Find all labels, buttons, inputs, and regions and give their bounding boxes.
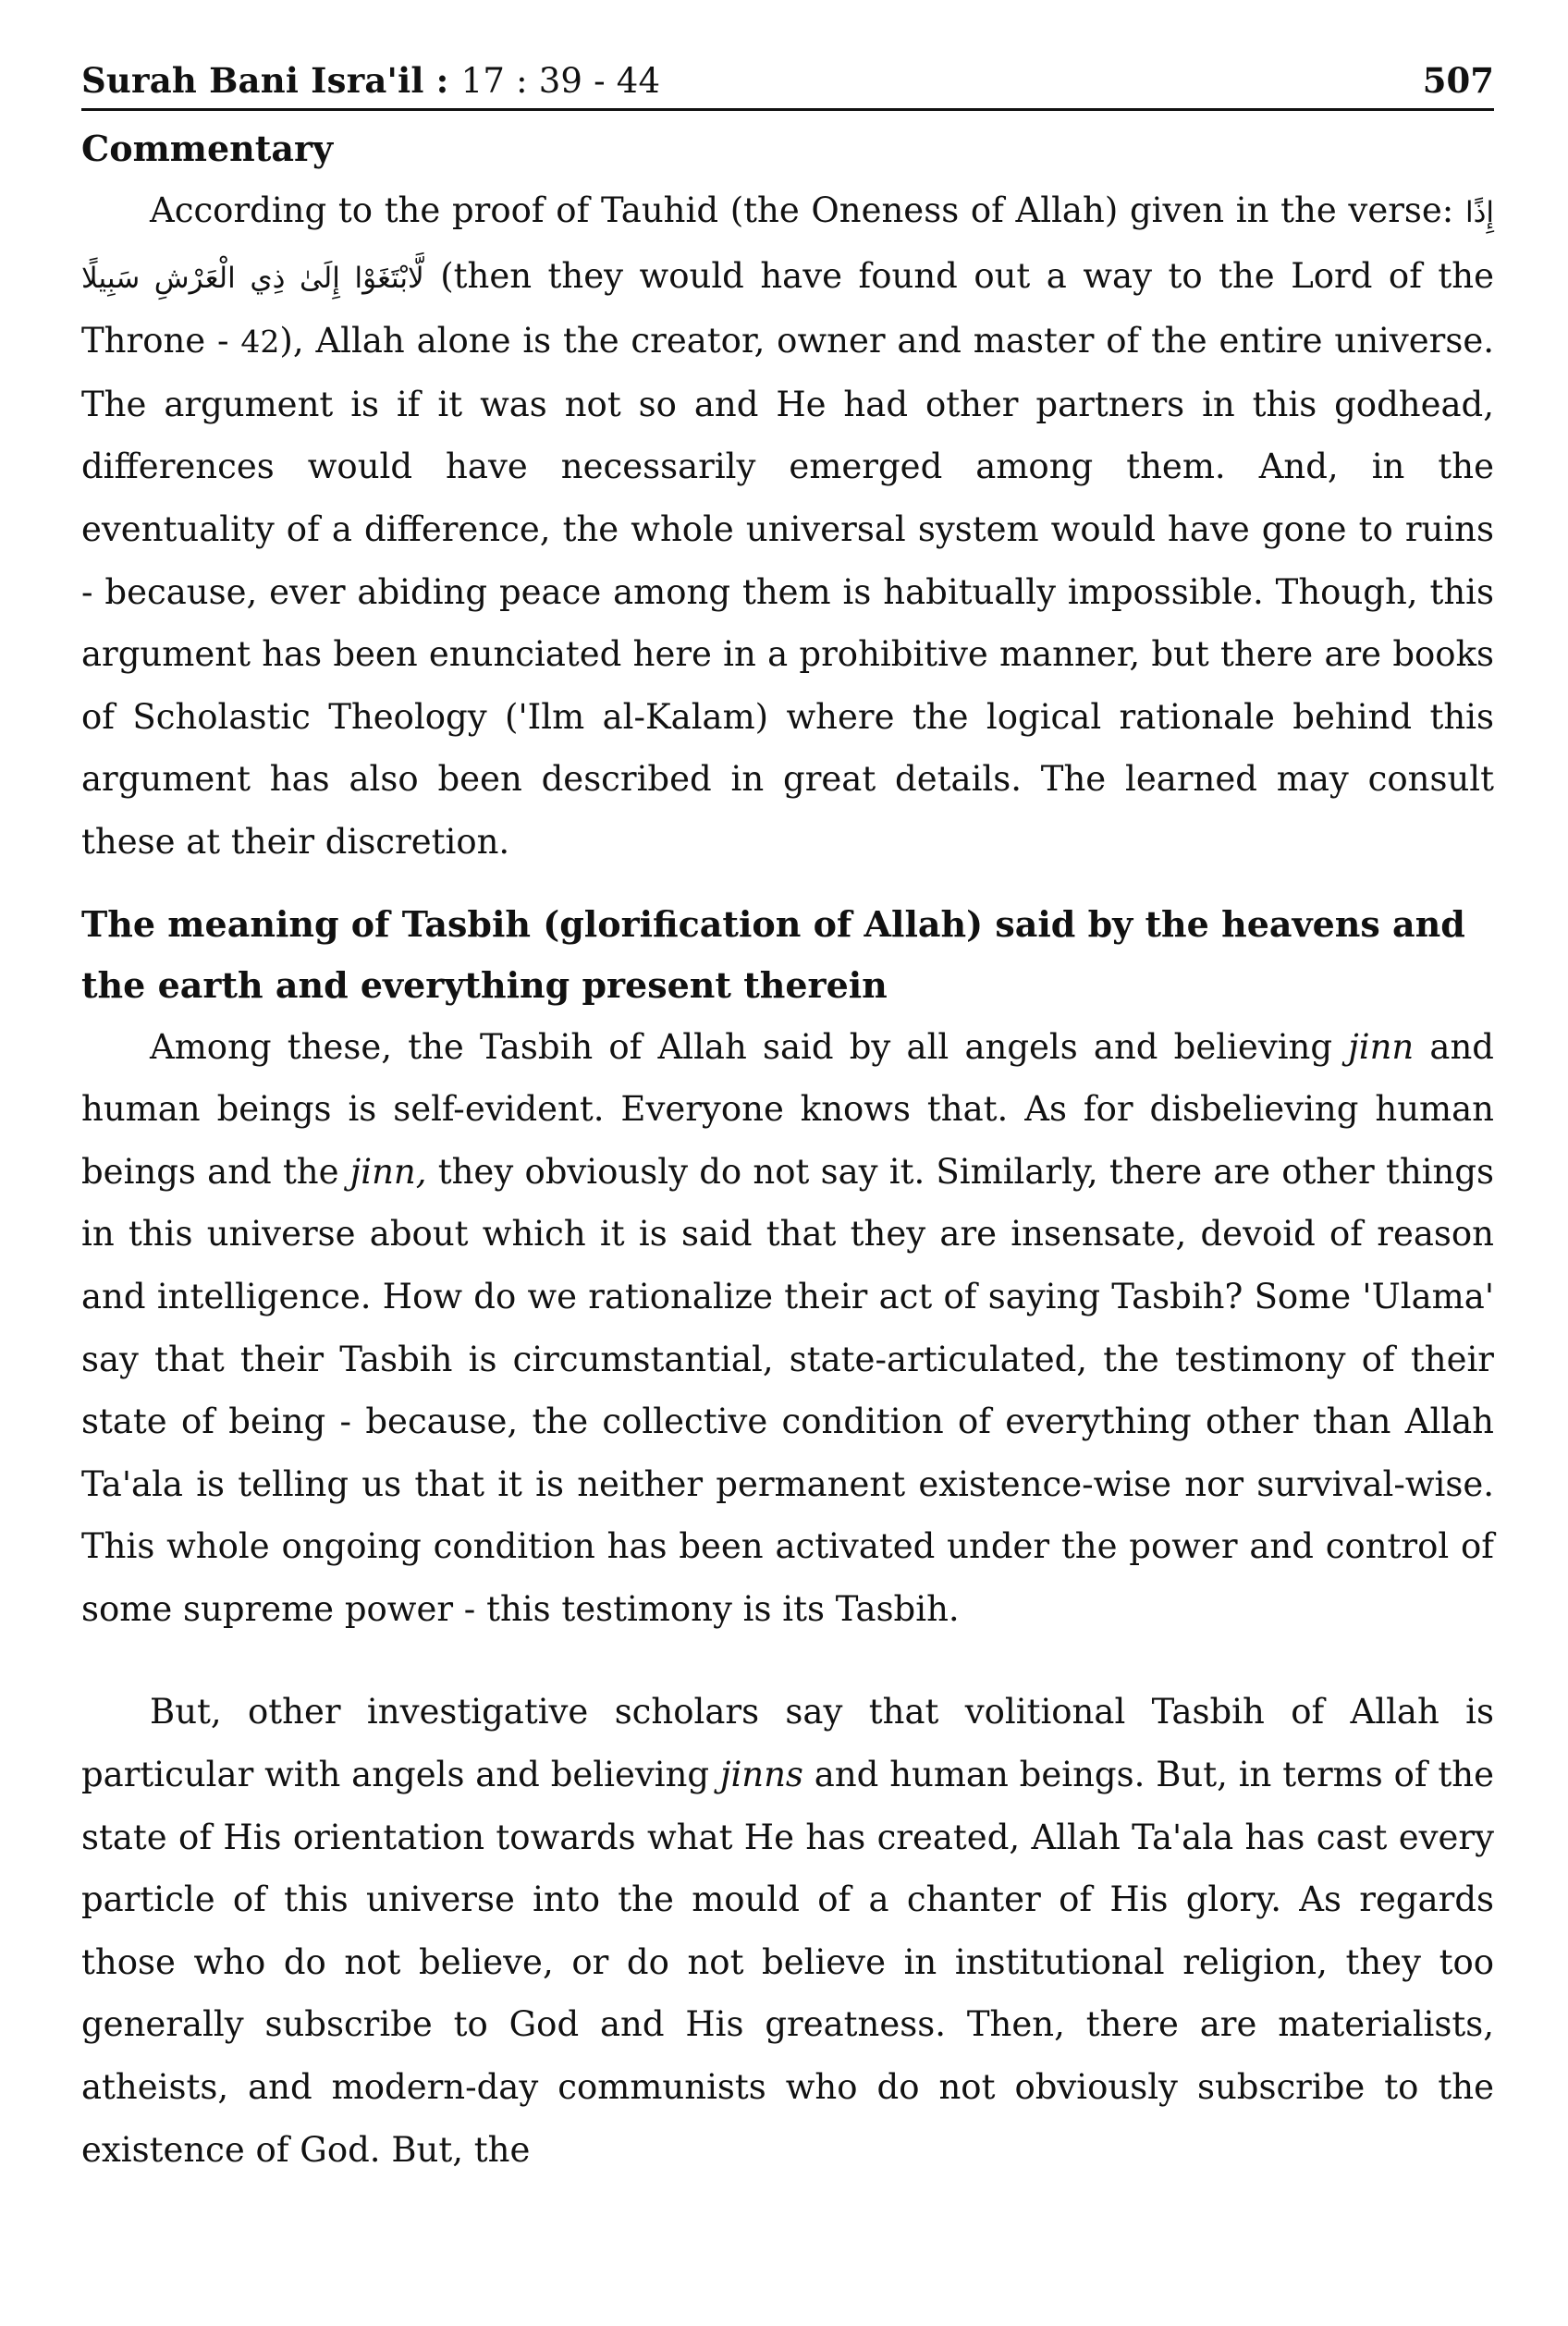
tasbih-paragraph-2 bbox=[81, 1681, 1494, 2181]
italic-term-jinn: jinn, bbox=[349, 1151, 427, 1192]
tasbih-p1-text-c: they obviously do not say it. Similarly, there are other things in this universe about which it is said that they are insensate, devoid of reason and intelligence. How do we rationalize their act of saying Tasbih? Some 'Ulama' say that their Tasbih is circumstantial, state-articulated, the testimony of their state of being - because, the collective condition of everything other than Allah Ta'ala is telling us that it is neither permanent existence-wise nor survival-wise. This whole ongoing condition has been activated under the power and control of some supreme power - this testimony is its Tasbih. bbox=[81, 1151, 1495, 1629]
arabic-verse-quote: إِذًا لَّابْتَغَوْا إِلَىٰ ذِي الْعَرْشِ سَبِيلًا bbox=[81, 196, 1494, 295]
tasbih-heading: The meaning of Tasbih (glorification of Allah) said by the heavens and the earth and everything present therein bbox=[81, 902, 1465, 1006]
page-number: 507 bbox=[1422, 60, 1494, 101]
tasbih-p1-text-a: Among these, the Tasbih of Allah said by all angels and believing bbox=[150, 1026, 1349, 1067]
commentary-paragraph bbox=[81, 179, 1494, 874]
commentary-heading: Commentary bbox=[81, 128, 334, 169]
commentary-text-1: According to the proof of Tauhid (the Oneness of Allah) given in the verse: bbox=[150, 190, 1465, 230]
tasbih-paragraph-1 bbox=[81, 1016, 1494, 1641]
running-header bbox=[81, 44, 1494, 111]
tasbih-p2-text-b: and human beings. But, in terms of the state of His orientation towards what He has created, Allah Ta'ala has cast every particle of this universe into the mould of a chanter of His glory. As regards those who do not believe, or do not believe in institutional religion, they too generally subscribe to God and His greatness. Then, there are materialists, atheists, and modern-day communists who do not obviously subscribe to the existence of God. But, the bbox=[81, 1755, 1494, 2170]
tasbih-p1-text-b: and human beings is self-evident. Everyone knows that. As for disbelieving human beings and the bbox=[81, 1026, 1494, 1192]
commentary-text-3: ), Allah alone is the creator, owner and master of the entire universe. The argument is if it was not so and He had other partners in this godhead, differences would have necessarily emerged among them. And, in the eventuality of a difference, the whole universal system would have gone to ruins - because, ever abiding peace among them is habitually impossible. Though, this argument has been enunciated here in a prohibitive manner, but there are books of Scholastic Theology ('Ilm al-Kalam) where the logical rationale behind this argument has also been described in great details. The learned may consult these at their discretion. bbox=[81, 321, 1494, 862]
chapter-title bbox=[81, 60, 660, 101]
verse-range: 17 : 39 - 44 bbox=[460, 61, 661, 101]
surah-title: Surah Bani Isra'il : bbox=[81, 60, 461, 101]
italic-term-jinns: jinns bbox=[719, 1755, 803, 1795]
verse-number-ref: 42 bbox=[240, 324, 280, 361]
book-page bbox=[81, 44, 1494, 2181]
italic-term-jinn: jinn bbox=[1348, 1026, 1415, 1067]
commentary-text-2: (then they would have found out a way to the Lord of the Throne - bbox=[81, 255, 1494, 361]
page-body bbox=[81, 118, 1494, 2181]
tasbih-p2-text-a: But, other investigative scholars say that volitional Tasbih of Allah is particular with angels and believing bbox=[81, 1692, 1494, 1795]
